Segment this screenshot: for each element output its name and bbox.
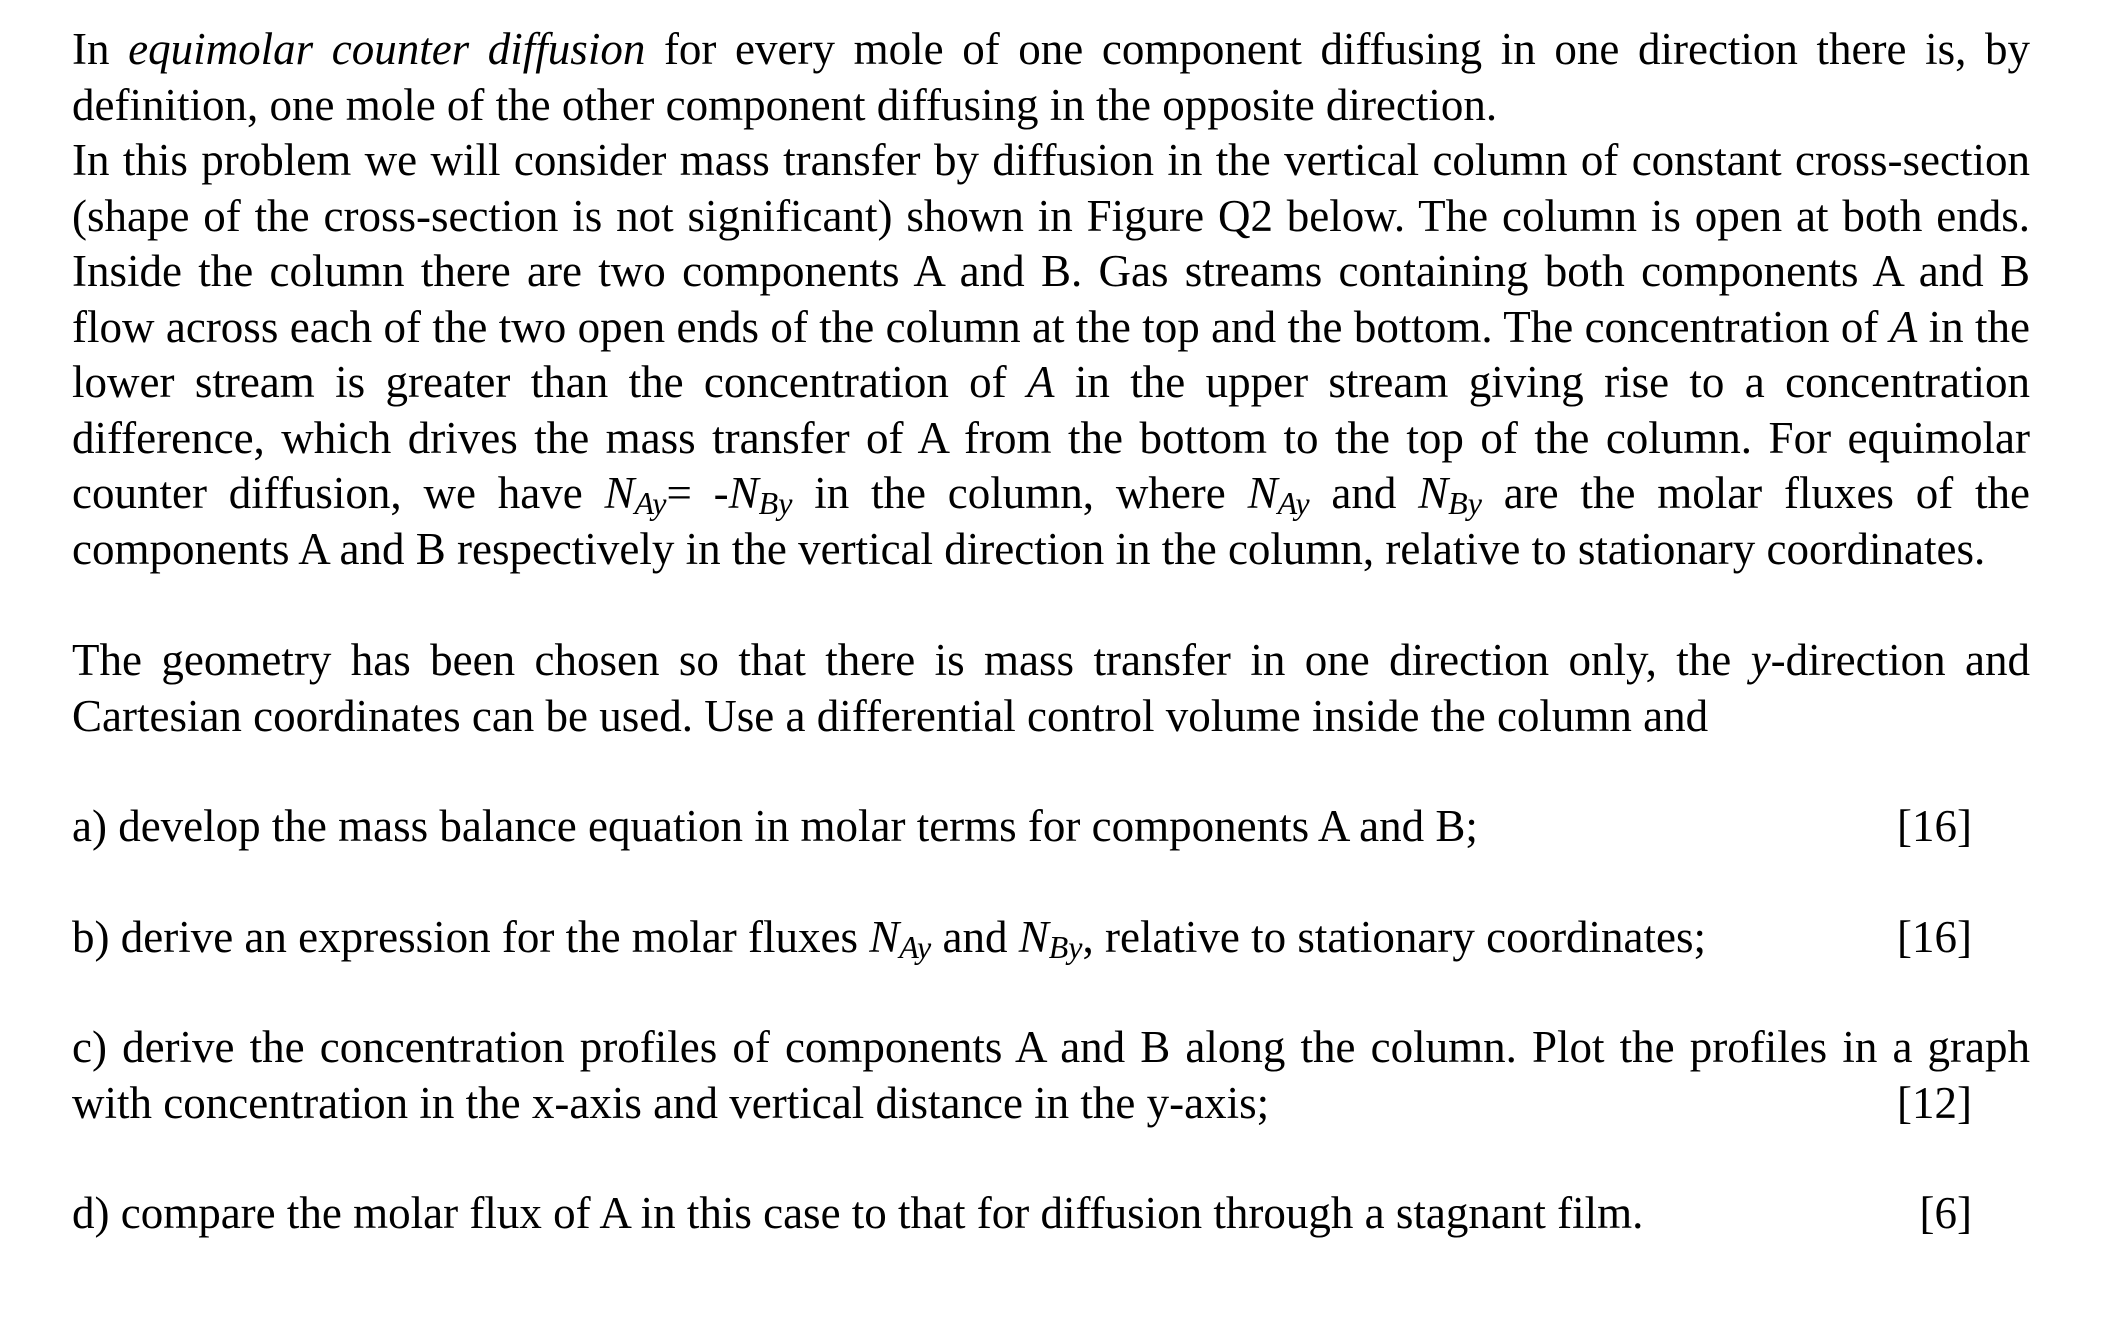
term-emphasis: equimolar counter diffusion (128, 24, 646, 74)
symbol-A: A (1889, 301, 1918, 352)
marks-badge: [12] (1897, 1077, 1972, 1128)
question-a: a) develop the mass balance equation in molar terms for components A and B; [16] (72, 799, 2030, 855)
y-symbol: y (1750, 635, 1771, 685)
question-c: c) derive the concentration profiles of components A and B along the column. Plot the profiles in a graph with concentration in the x-axis and vertical distance in the y-axis; [12] (72, 1020, 2030, 1131)
question-d: d) compare the molar flux of A in this case to that for diffusion through a stagnant film. [6] (72, 1186, 2030, 1242)
symbol-A: A (1027, 357, 1055, 407)
flux-NAy: $N_{Ay}$ (604, 468, 667, 521)
flux-NAy: $N_{Ay}$ (1247, 468, 1310, 521)
marks-badge: [6] (1919, 1188, 1972, 1238)
problem-text: in the upper stream giving rise to a concentration difference, which drives the mass transfer of A from the bottom to the top of the column. For equimolar counter diffusion, we have (72, 357, 2030, 518)
question-b: b) derive an expression for the molar fluxes $N_{Ay}$ and $N_{By}$, relative to stationary coordinates; [16] (72, 911, 1972, 965)
document-page (72, 22, 2030, 1242)
equation-text: = - (666, 468, 729, 518)
flux-NAy: $N_{Ay}$ (869, 911, 932, 965)
marks-badge: [16] (1897, 911, 1972, 962)
intro-paragraph (72, 22, 2030, 577)
problem-text: are the molar fluxes of the components A and B respectively in the vertical direction in the column, relative to stationary coordinates. (72, 468, 2031, 574)
flux-NBy: $N_{By}$ (728, 468, 793, 521)
problem-text: In this problem we will consider mass transfer by diffusion in the vertical column of constant cross-section (shape of the cross-section is not significant) shown in Figure Q2 below. The column is open at both ends. Inside the column there are two components A and B. Gas streams containing both components A and B flow across each of the two open ends of the column at the top and the bottom. The concentration of (72, 135, 2030, 352)
marks-badge: [16] (1897, 801, 1972, 851)
intro-text: for every mole of one component diffusing in one direction there is, by definition, one mole of the other component diffusing in the opposite direction. (72, 24, 2030, 130)
flux-NBy: $N_{By}$ (1018, 911, 1083, 965)
geometry-paragraph: The geometry has been chosen so that there is mass transfer in one direction only, the y-direction and Cartesian coordinates can be used. Use a differential control volume inside the column and (72, 635, 2030, 741)
problem-text: in the lower stream is greater than the concentration of (72, 301, 2030, 407)
flux-NBy: $N_{By}$ (1418, 468, 1482, 521)
problem-text: in the column, where (792, 468, 1248, 518)
problem-text: and (1309, 468, 1419, 518)
intro-text: In (72, 24, 129, 74)
